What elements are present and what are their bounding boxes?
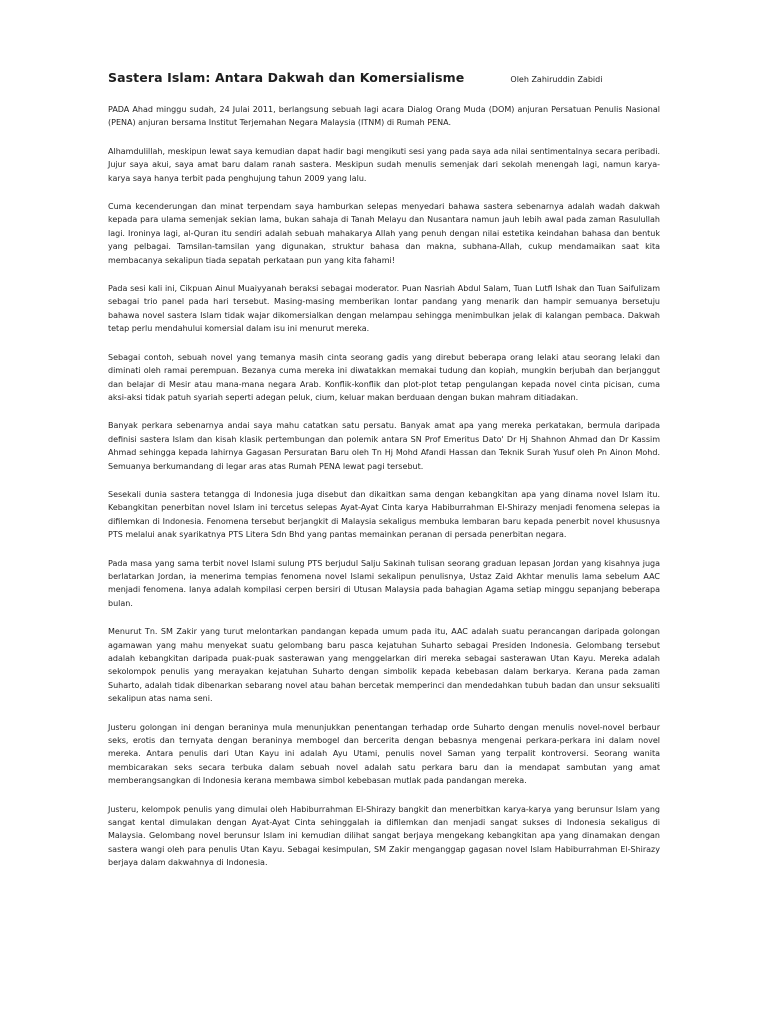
paragraph: Banyak perkara sebenarnya andai saya mahu catatkan satu persatu. Banyak amat apa yang mereka perkatakan, bermula daripada definisi sastera Islam dan kisah klasik pertembungan dan polemik antara SN Prof Emeritus Dato' Dr Hj Shahnon Ahmad dan Dr Kassim Ahmad sehingga kepada lahirnya Gagasan Persuratan Baru oleh Tn Hj Mohd Afandi Hassan dan Teknik Surah Yusuf oleh Pn Ainon Mohd. Semuanya berkumandang di legar aras atas Rumah PENA lewat pagi tersebut. bbox=[108, 421, 660, 471]
paragraph: Pada masa yang sama terbit novel Islami sulung PTS berjudul Salju Sakinah tulisan seorang graduan lepasan Jordan yang kisahnya juga berlatarkan Jordan, ia menerima tempias fenomena novel Islami sekalipun penulisnya, Ustaz Zaid Akhtar menulis lama sebelum AAC menjadi fenomena. Ianya adalah kompilasi cerpen bersiri di Utusan Malaysia pada bahagian Agama setiap minggu sepanjang beberapa bulan. bbox=[108, 558, 660, 608]
paragraph: Cuma kecenderungan dan minat terpendam saya hamburkan selepas menyedari bahawa sastera sebenarnya adalah wadah dakwah kepada para ulama semenjak sekian lama, bukan sahaja di Tanah Melayu dan Nusantara namun jauh lebih awal pada zaman Rasulullah lagi. Ironinya lagi, al-Quran itu sendiri adalah sebuah mahakarya Allah yang penuh dengan nilai estetika keindahan bahasa dan bentuk yang pelbagai. Tamsilan-tamsilan yang digunakan, struktur bahasa dan makna, subhana-Allah, cukup mendamaikan saat kita membacanya sekalipun tiada sepatah perkataan pun yang kita fahami! bbox=[108, 202, 660, 265]
paragraph: Sesekali dunia sastera tetangga di Indonesia juga disebut dan dikaitkan sama dengan kebangkitan apa yang dinama novel Islam itu. Kebangkitan penerbitan novel Islam ini tercetus selepas Ayat-Ayat Cinta karya Habiburrahman El-Shirazy menjadi fenomena selepas ia difilemkan di Indonesia. Fenomena tersebut berjangkit di Malaysia sekaligus membuka lembaran baru kepada penerbit novel khususnya PTS melalui anak syarikatnya PTS Litera Sdn Bhd yang pantas memainkan peranan di persada penerbitan negara. bbox=[108, 489, 660, 540]
paragraph: Pada sesi kali ini, Cikpuan Ainul Muaiyyanah beraksi sebagai moderator. Puan Nasriah Abdul Salam, Tuan Lutfi Ishak dan Tuan Saifulizam sebagai trio panel pada hari tersebut. Masing-masing memberikan lontar pandang yang menarik dan hampir semuanya bersetuju bahawa novel sastera Islam tidak wajar dikomersialkan dengan melampau sehingga menimbulkan jelak di kalangan pembaca. Dakwah tetap perlu mendahului komersial dalam isu ini menurut mereka. bbox=[108, 284, 660, 334]
paragraph: Menurut Tn. SM Zakir yang turut melontarkan pandangan kepada umum pada itu, AAC adalah suatu perancangan daripada golongan agamawan yang mahu menyekat suatu gelombang baru pasca kejatuhan Suharto sebagai Presiden Indonesia. Gelombang tersebut adalah kebangkitan daripada puak-puak sasterawan yang menggelarkan diri mereka sebagai sasterawan Utan Kayu. Mereka adalah sekolompok penulis yang merayakan kejatuhan Suharto dengan simbolik kepada kebebasan dalam berkarya. Kerana pada zaman Suharto, adalah tidak dibenarkan sebarang novel atau bahan bercetak memperinci dan mendedahkan tubuh badan dan unsur seksualiti sekalipun atas nama seni. bbox=[108, 627, 660, 704]
paragraph: Sebagai contoh, sebuah novel yang temanya masih cinta seorang gadis yang direbut beberapa orang lelaki atau seorang lelaki dan diminati oleh ramai perempuan. Bezanya cuma mereka ini diwatakkan memakai tudung dan kopiah, mungkin berjubah dan berjanggut dan belajar di Mesir atau mana-mana negara Arab. Konflik-konflik dan plot-plot tetap pengulangan kepada novel cinta picisan, cuma aksi-aksi tidak patuh syariah seperti adegan peluk, cium, keluar makan berduaan dengan bukan mahram ditiadakan. bbox=[108, 352, 660, 402]
header bbox=[108, 70, 660, 85]
article-author: Oleh Zahiruddin Zabidi bbox=[510, 75, 603, 84]
paragraph: Alhamdulillah, meskipun lewat saya kemudian dapat hadir bagi mengikuti sesi yang pada saya ada nilai sentimentalnya secara peribadi. Jujur saya akui, saya amat baru dalam ranah sastera. Meskipun sudah menulis semenjak dari sekolah menengah lagi, namun karya-karya saya hanya terbit pada penghujung tahun 2009 yang lalu. bbox=[108, 146, 660, 183]
paragraph: PADA Ahad minggu sudah, 24 Julai 2011, berlangsung sebuah lagi acara Dialog Orang Muda (DOM) anjuran Persatuan Penulis Nasional (PENA) anjuran bersama Institut Terjemahan Negara Malaysia (ITNM) di Rumah PENA. bbox=[108, 105, 660, 128]
article-body bbox=[108, 103, 660, 870]
article-title: Sastera Islam: Antara Dakwah dan Komersialisme bbox=[108, 70, 465, 85]
document-page bbox=[108, 70, 660, 885]
paragraph: Justeru, kelompok penulis yang dimulai oleh Habiburrahman El-Shirazy bangkit dan menerbitkan karya-karya yang berunsur Islam yang sangat kental dimulakan dengan Ayat-Ayat Cinta sehinggalah ia difilemkan dan menjadi sangat sukses di Indonesia sekaligus di Malaysia. Gelombang novel berunsur Islam ini kemudian dilihat sangat berjaya mengekang kebangkitan apa yang dinamakan dengan sastera wangi oleh para penulis Utan Kayu. Sebagai kesimpulan, SM Zakir menganggap gagasan novel Islam Habiburrahman El-Shirazy berjaya dalam dakwahnya di Indonesia. bbox=[108, 804, 660, 868]
paragraph: Justeru golongan ini dengan beraninya mula menunjukkan penentangan terhadap orde Suharto dengan menulis novel-novel berbaur seks, erotis dan ternyata dengan beraninya membogel dan bercerita dengan bebasnya mengenai perkara-perkara ini dalam novel mereka. Antara penulis dari Utan Kayu ini adalah Ayu Utami, penulis novel Saman yang terpalit kontroversi. Seorang wanita membicarakan seks secara terbuka dalam sebuah novel adalah satu perkara baru dan ia mendapat sambutan yang amat memberangsangkan di Indonesia kerana membawa simbol kebebasan mutlak pada pandangan mereka. bbox=[108, 722, 660, 786]
